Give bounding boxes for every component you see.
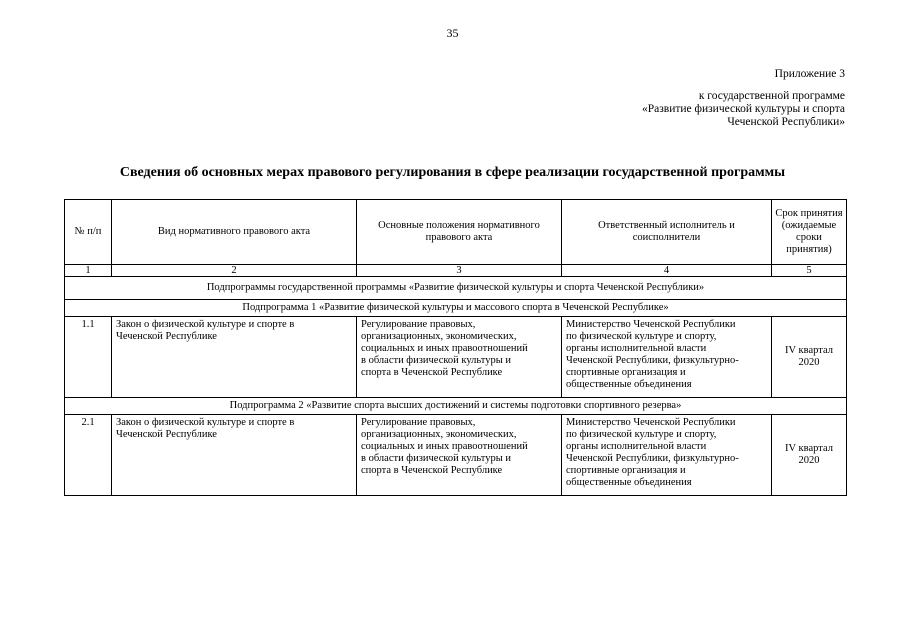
- cell-line: Регулирование правовых,: [361, 417, 476, 428]
- cell-line: спортивные организация и: [566, 465, 686, 476]
- column-number-row: [65, 265, 847, 277]
- act-type-cell: [112, 317, 357, 398]
- cell-line: 2020: [798, 455, 820, 466]
- cell-line: Чеченской Республике: [116, 429, 217, 440]
- cell-line: социальных и иных правоотношений: [361, 441, 528, 452]
- cell-line: Закон о физической культуре и спорте в: [116, 417, 295, 428]
- cell-line: по физической культуре и спорту,: [566, 429, 717, 440]
- cell-line: в области физической культуры и: [361, 453, 512, 464]
- appendix-block: [525, 68, 845, 129]
- section-title: Подпрограммы государственной программы «Развитие физической культуры и спорта Чеченской Республики»: [65, 277, 847, 300]
- cell-line: спортивные организация и: [566, 367, 686, 378]
- row-number: 1.1: [65, 317, 112, 398]
- column-number: 2: [112, 265, 357, 277]
- term-cell: [772, 415, 847, 496]
- section-row: [65, 277, 847, 300]
- subprogram-row: [65, 300, 847, 317]
- cell-line: IV квартал: [785, 345, 833, 356]
- cell-line: органы исполнительной власти: [566, 441, 707, 452]
- subprogram-title: Подпрограмма 2 «Развитие спорта высших достижений и системы подготовки спортивного резерва»: [65, 398, 847, 415]
- cell-line: в области физической культуры и: [361, 355, 512, 366]
- executor-cell: [562, 317, 772, 398]
- subprogram-row: [65, 398, 847, 415]
- provisions-cell: [357, 317, 562, 398]
- cell-line: общественные объединения: [566, 477, 692, 488]
- appendix-line: «Развитие физической культуры и спорта: [642, 103, 845, 115]
- table-header-row: [65, 200, 847, 265]
- column-number: 1: [65, 265, 112, 277]
- column-number: 3: [357, 265, 562, 277]
- cell-line: организационных, экономических,: [361, 331, 517, 342]
- cell-line: социальных и иных правоотношений: [361, 343, 528, 354]
- cell-line: Чеченской Республики, физкультурно-: [566, 355, 739, 366]
- appendix-line: к государственной программе: [698, 90, 845, 102]
- executor-cell: [562, 415, 772, 496]
- header-term: Срок принятия (ожидаемые сроки принятия): [772, 200, 847, 265]
- row-number: 2.1: [65, 415, 112, 496]
- provisions-cell: [357, 415, 562, 496]
- term-cell: [772, 317, 847, 398]
- header-act-type: Вид нормативного правового акта: [112, 200, 357, 265]
- appendix-title: Приложение 3: [774, 68, 845, 80]
- appendix-line: Чеченской Республики»: [727, 116, 845, 128]
- cell-line: спорта в Чеченской Республике: [361, 367, 503, 378]
- header-executor: Ответственный исполнитель и соисполнители: [562, 200, 772, 265]
- cell-line: Чеченской Республики, физкультурно-: [566, 453, 739, 464]
- page-number: 35: [446, 26, 459, 40]
- cell-line: общественные объединения: [566, 379, 692, 390]
- column-number: 4: [562, 265, 772, 277]
- cell-line: IV квартал: [785, 443, 833, 454]
- cell-line: по физической культуре и спорту,: [566, 331, 717, 342]
- document-title: Сведения об основных мерах правового регулирования в сфере реализации государственной программы: [119, 165, 786, 180]
- cell-line: Закон о физической культуре и спорте в: [116, 319, 295, 330]
- cell-line: 2020: [798, 357, 820, 368]
- cell-line: Министерство Чеченской Республики: [566, 319, 736, 330]
- cell-line: Регулирование правовых,: [361, 319, 476, 330]
- header-number: № п/п: [65, 200, 112, 265]
- column-number: 5: [772, 265, 847, 277]
- act-type-cell: [112, 415, 357, 496]
- cell-line: Министерство Чеченской Республики: [566, 417, 736, 428]
- cell-line: спорта в Чеченской Республике: [361, 465, 503, 476]
- legal-measures-table: [64, 199, 847, 496]
- subprogram-title: Подпрограмма 1 «Развитие физической культуры и массового спорта в Чеченской Республике»: [65, 300, 847, 317]
- table-row: [65, 317, 847, 398]
- header-provisions: Основные положения нормативного правового акта: [357, 200, 562, 265]
- cell-line: органы исполнительной власти: [566, 343, 707, 354]
- table-row: [65, 415, 847, 496]
- cell-line: организационных, экономических,: [361, 429, 517, 440]
- cell-line: Чеченской Республике: [116, 331, 217, 342]
